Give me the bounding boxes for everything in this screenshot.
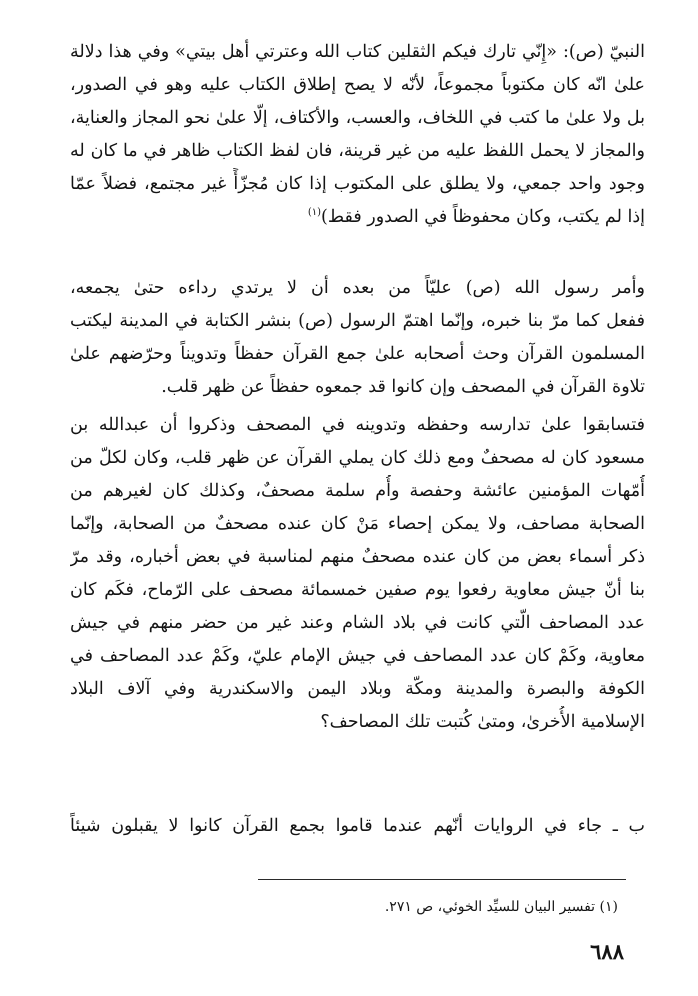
text-line: إذا لم يكتب، وكان محفوظاً في الصدور فقط): [321, 207, 645, 227]
text-line: ب ـ جاء في الروايات أنّهم عندما قاموا بجمع القرآن كانوا لا يقبلون شيئاً: [70, 816, 645, 836]
paragraph-2: [70, 272, 645, 404]
text-line: ذكر أسماء بعض من كان عنده مصحفٌ منهم لمناسبة في بعض أخباره، وقد مرّ: [70, 547, 645, 567]
text-line: أُمّهات المؤمنين عائشة وحفصة وأُم سلمة مصحفٌ، وكذلك كان لغيرهم من: [70, 481, 645, 501]
text-line: مسعود كان له مصحفٌ ومع ذلك كان يملي القرآن عن ظهر قلب، وكان لكلّ من: [70, 448, 645, 468]
text-line: الصحابة مصاحف، ولا يمكن إحصاء مَنْ كان عنده مصحفٌ من الصحابة، وإنّما: [70, 514, 645, 534]
text-line: ففعل كما مرّ بنا خبره، وإنّما اهتمّ الرسول (ص) بنشر الكتابة في المدينة ليكتب: [70, 311, 645, 331]
text-line: بل ولا علىٰ ما كتب في اللخاف، والعسب، والأكتاف، إلّا علىٰ نحو المجاز والعناية،: [70, 108, 645, 128]
text-line: معاوية، وكَمْ كان عدد المصاحف في جيش الإمام عليّ، وكَمْ عدد المصاحف في: [70, 646, 645, 666]
text-line: الكوفة والبصرة والمدينة ومكّة وبلاد اليمن والاسكندرية وفي آلاف البلاد: [70, 679, 645, 699]
footnote: (١) تفسير البيان للسيِّد الخوئي، ص ٢٧١.: [384, 899, 618, 915]
paragraph-4: [70, 810, 645, 843]
footnote-divider: [258, 879, 626, 880]
text-line: بنا أنّ جيش معاوية رفعوا يوم صفين خمسمائة مصحف على الرّماح، فكَم كان: [70, 580, 645, 600]
text-line: وأمر رسول الله (ص) عليّاً من بعده أن لا يرتدي رداءه حتىٰ يجمعه،: [70, 278, 645, 298]
text-line: عدد المصاحف الّتي كانت في بلاد الشام وعند غير من حضر منهم في جيش: [70, 613, 645, 633]
text-line: النبيّ (ص): «إِنّي تارك فيكم الثقلين كتاب الله وعترتي أهل بيتي» وفي هذا دلالة: [70, 42, 645, 62]
text-line: والمجاز لا يحمل اللفظ عليه من غير قرينة، فان لفظ الكتاب ظاهر في ما كان له: [70, 141, 645, 161]
paragraph-1: [70, 36, 645, 234]
text-line: المسلمون القرآن وحث أصحابه علىٰ جمع القرآن حفظاً وتدويناً وحرّضهم علىٰ: [70, 344, 645, 364]
text-line: تلاوة القرآن في المصحف وإن كانوا قد جمعوه حفظاً عن ظهر قلب.: [161, 377, 645, 397]
text-line: وجود واحد جمعي، ولا يطلق على المكتوب إذا كان مُجزّأً غير مجتمع، فضلاً عمّا: [70, 174, 645, 194]
page-number: ٦٨٨: [590, 939, 624, 964]
text-line: علىٰ انّه كان مكتوباً مجموعاً، لأنّه لا يصح إطلاق الكتاب عليه وهو في الصدور،: [70, 75, 645, 95]
text-line: الإسلامية الأُخرىٰ، ومتىٰ كُتبت تلك المصاحف؟: [320, 712, 645, 732]
text-line: فتسابقوا علىٰ تدارسه وحفظه وتدوينه في المصحف وذكروا أن عبدالله بن: [70, 415, 645, 435]
paragraph-3: [70, 409, 645, 739]
footnote-marker[interactable]: (١): [307, 207, 322, 219]
text-line-with-footnote: [70, 201, 645, 234]
